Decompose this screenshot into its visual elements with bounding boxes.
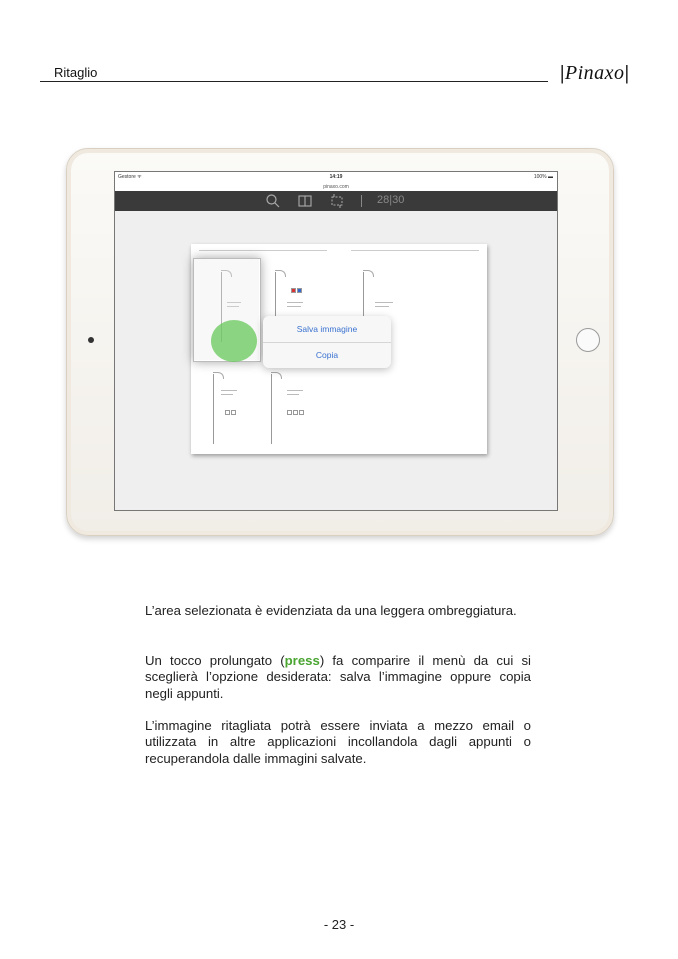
product-swatch bbox=[291, 288, 296, 293]
shower-head bbox=[275, 270, 286, 277]
shower-head bbox=[271, 372, 282, 379]
product-text bbox=[375, 302, 393, 303]
header-rule bbox=[40, 81, 548, 82]
paragraph-2-end: ) fa comparire il menù da cui si sceglierà l’opzione desiderata: salva l’immagine oppure copia negli appunti. bbox=[145, 653, 531, 701]
ipad-screen bbox=[114, 171, 558, 511]
paragraph-3: L’immagine ritagliata potrà essere inviata a mezzo email o utilizzata in altre applicazioni incollandola dagli appunti o recuperandola dalle immagini salvate. bbox=[145, 718, 531, 766]
toolbar-separator bbox=[361, 195, 362, 207]
crop-icon bbox=[329, 193, 345, 213]
left-page-header bbox=[199, 250, 327, 251]
save-image-option[interactable]: Salva immagine bbox=[296, 324, 358, 334]
product-swatch bbox=[297, 288, 302, 293]
brand-logo: |Pinaxo| bbox=[560, 62, 630, 84]
product-swatch bbox=[225, 410, 230, 415]
status-battery: 100% ▬ bbox=[533, 174, 553, 180]
product-text bbox=[287, 394, 299, 395]
paragraph-2-start: Un tocco prolungato ( bbox=[145, 653, 285, 668]
home-button bbox=[576, 328, 600, 352]
shower-column bbox=[271, 374, 272, 444]
shower-head bbox=[363, 270, 374, 277]
status-carrier: Gestore ᯤ bbox=[118, 174, 142, 180]
context-menu bbox=[263, 316, 391, 368]
search-icon bbox=[265, 193, 281, 213]
section-title: Ritaglio bbox=[54, 65, 98, 80]
product-text bbox=[287, 390, 303, 391]
brand-name: Pinaxo bbox=[564, 62, 625, 84]
copy-option[interactable]: Copia bbox=[315, 350, 339, 360]
touch-indicator bbox=[211, 320, 257, 362]
product-swatch bbox=[299, 410, 304, 415]
product-text bbox=[287, 306, 301, 307]
url-bar: pinaxo.com bbox=[115, 183, 557, 191]
product-swatch bbox=[287, 410, 292, 415]
product-text bbox=[221, 390, 237, 391]
product-swatch bbox=[231, 410, 236, 415]
shower-head bbox=[213, 372, 224, 379]
paragraph-1: L’area selezionata è evidenziata da una leggera ombreggiatura. bbox=[145, 603, 517, 618]
reader-toolbar bbox=[115, 191, 557, 211]
camera-dot bbox=[88, 337, 94, 343]
status-bar bbox=[115, 172, 557, 183]
press-keyword: press bbox=[284, 653, 320, 668]
shower-column bbox=[213, 374, 214, 444]
paragraph-2 bbox=[145, 653, 531, 702]
product-text bbox=[287, 302, 303, 303]
status-time: 14:19 bbox=[329, 174, 343, 180]
product-text bbox=[375, 306, 389, 307]
menu-divider bbox=[263, 342, 391, 343]
book-icon bbox=[297, 193, 313, 213]
right-page-header bbox=[351, 250, 479, 251]
product-swatch bbox=[293, 410, 298, 415]
page-counter: 28|30 bbox=[377, 194, 405, 206]
product-text bbox=[221, 394, 233, 395]
page-number: - 23 - bbox=[323, 917, 355, 932]
